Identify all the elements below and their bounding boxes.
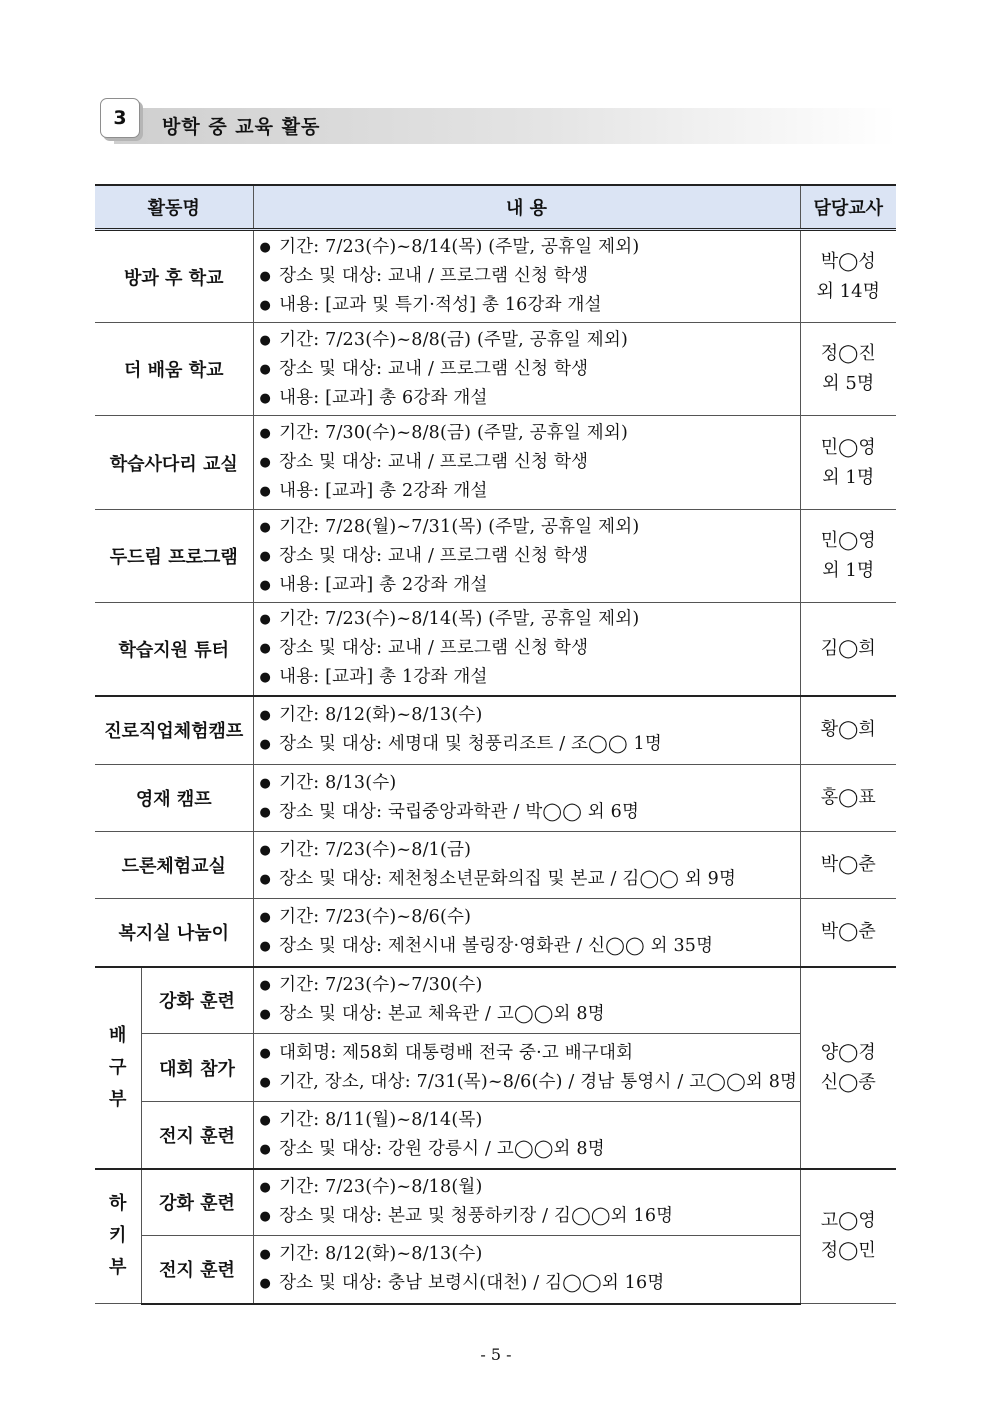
group-name-char: 하 [109,1193,127,1215]
table-row [95,967,896,1034]
table-row [95,832,896,899]
content-line [260,355,800,384]
table-row [95,1102,896,1169]
sub-activity-name: 강화 훈련 [141,967,253,1034]
content-text: 내용: [교과] 총 2강좌 개설 [279,481,488,501]
section-number-box: 3 [100,98,140,138]
content-line [260,701,800,730]
table-row [95,230,896,323]
content-cell [253,899,800,967]
content-text: 장소 및 대상: 교내 / 프로그램 신청 학생 [279,638,589,659]
activity-name: 복지실 나눔이 [95,899,253,967]
page-number: - 5 - [480,1345,512,1364]
teacher-name: 정◯진 [820,343,876,364]
content-text: 장소 및 대상: 본교 체육관 / 고◯◯외 8명 [279,1004,605,1025]
bullet-icon: ● [259,1141,272,1157]
content-line [260,1202,800,1231]
content-text: 기간: 7/23(수)~8/14(목) (주말, 공휴일 제외) [279,609,640,630]
content-text: 대회명: 제58회 대통령배 전국 중·고 배구대회 [279,1042,634,1063]
content-text: 내용: [교과] 총 1강좌 개설 [279,667,488,688]
content-line [260,663,800,692]
activity-table [95,184,896,1305]
content-text: 장소 및 대상: 제천청소년문화의집 및 본교 / 김◯◯ 외 9명 [279,869,737,889]
content-line [260,1135,800,1164]
group-name-char: 키 [109,1225,127,1247]
content-text: 기간: 8/12(화)~8/13(수) [279,1244,483,1265]
teacher-cell [800,967,896,1169]
activity-name: 영재 캠프 [95,765,253,832]
group-name [95,967,141,1169]
content-line [260,605,800,634]
teacher-name: 민◯영 [820,436,876,458]
group-name-char: 부 [109,1088,127,1110]
header-activity: 활동명 [95,185,253,230]
bullet-icon: ● [259,1112,272,1128]
teacher-name: 양◯경 [820,1041,876,1063]
bullet-icon: ● [259,1276,272,1292]
content-text: 기간: 7/23(수)~7/30(수) [279,975,483,996]
bullet-icon: ● [259,390,272,406]
bullet-icon: ● [259,910,272,926]
table-row [95,765,896,832]
content-line [260,419,800,448]
bullet-icon: ● [259,426,272,441]
group-name-char: 구 [109,1056,127,1078]
content-text: 기간: 7/23(수)~8/18(월) [279,1177,483,1198]
bullet-icon: ● [259,548,272,564]
bullet-icon: ● [259,776,272,791]
table-row [95,603,896,696]
content-text: 기간: 8/11(월)~8/14(목) [279,1109,483,1130]
content-line [260,798,800,827]
bullet-icon: ● [259,484,272,499]
content-line [260,836,800,865]
bullet-icon: ● [259,1180,272,1196]
bullet-icon: ● [259,641,272,657]
teacher-name: 민◯영 [820,530,876,551]
bullet-icon: ● [259,708,272,724]
table-row [95,323,896,416]
bullet-icon: ● [259,269,272,284]
content-text: 장소 및 대상: 교내 / 프로그램 신청 학생 [279,545,589,566]
teacher-cell [800,899,896,967]
bullet-icon: ● [259,332,272,348]
content-line [260,1269,800,1298]
content-line [260,1106,800,1135]
bullet-icon: ● [259,612,272,628]
activity-name: 진로직업체험캠프 [95,696,253,765]
header-content: 내 용 [253,185,800,230]
content-line [260,233,800,262]
bullet-icon: ● [259,1045,272,1061]
content-cell [253,1169,800,1236]
teacher-name: 정◯민 [820,1240,876,1262]
content-text: 기간, 장소, 대상: 7/31(목)~8/6(수) / 경남 통영시 / 고◯◯외 8명 [279,1071,798,1092]
content-line [260,1039,800,1068]
teacher-name: 박◯춘 [820,854,876,875]
content-cell [253,323,800,416]
content-line [260,634,800,663]
bullet-icon: ● [259,1209,272,1225]
bullet-icon: ● [259,240,272,255]
content-line [260,448,800,477]
bullet-icon: ● [259,1247,272,1263]
content-text: 장소 및 대상: 제천시내 볼링장·영화관 / 신◯◯ 외 35명 [279,936,714,957]
activity-name: 학습지원 튜터 [95,603,253,696]
table-row [95,1034,896,1102]
bullet-icon: ● [259,455,272,470]
activity-name: 방과 후 학교 [95,230,253,323]
teacher-cell [800,603,896,696]
content-line [260,903,800,932]
sub-activity-name: 전지 훈련 [141,1236,253,1304]
content-text: 장소 및 대상: 교내 / 프로그램 신청 학생 [279,358,589,379]
content-cell [253,832,800,899]
sub-activity-name: 대회 참가 [141,1034,253,1102]
teacher-cell [800,1169,896,1304]
bullet-icon: ● [259,737,272,753]
content-text: 내용: [교과 및 특기·적성] 총 16강좌 개설 [279,295,602,315]
content-line [260,865,800,894]
content-text: 기간: 7/23(수)~8/14(목) (주말, 공휴일 제외) [279,237,640,257]
content-cell [253,230,800,323]
activity-name: 두드림 프로그램 [95,510,253,603]
content-line [260,513,800,542]
content-text: 기간: 7/30(수)~8/8(금) (주말, 공휴일 제외) [279,423,629,443]
content-text: 기간: 8/13(수) [279,773,397,793]
bullet-icon: ● [259,670,272,686]
table-row [95,510,896,603]
content-line [260,291,800,320]
sub-activity-name: 강화 훈련 [141,1169,253,1236]
bullet-icon: ● [259,939,272,955]
table-header-row [95,185,896,230]
section-title: 방학 중 교육 활동 [162,116,321,138]
bullet-icon: ● [259,872,272,887]
bullet-icon: ● [259,1074,272,1090]
content-line [260,1173,800,1202]
activity-name: 학습사다리 교실 [95,416,253,510]
content-line [260,932,800,961]
content-text: 내용: [교과] 총 2강좌 개설 [279,574,488,595]
content-text: 기간: 7/28(월)~7/31(목) (주말, 공휴일 제외) [279,516,640,537]
teacher-cell [800,510,896,603]
content-cell [253,1102,800,1169]
content-line [260,1000,800,1029]
sub-activity-name: 전지 훈련 [141,1102,253,1169]
teacher-name: 외 14명 [816,280,880,302]
content-cell [253,603,800,696]
content-line [260,971,800,1000]
teacher-name: 박◯춘 [820,921,876,943]
header-teacher: 담당교사 [800,185,896,230]
content-text: 기간: 7/23(수)~8/6(수) [279,907,472,928]
bullet-icon: ● [259,577,272,593]
content-cell [253,510,800,603]
bullet-icon: ● [259,1007,272,1023]
teacher-name: 박◯성 [820,250,876,272]
bullet-icon: ● [259,298,272,313]
teacher-name: 황◯희 [820,719,876,741]
teacher-cell [800,765,896,832]
content-text: 장소 및 대상: 강원 강릉시 / 고◯◯외 8명 [279,1138,605,1159]
bullet-icon: ● [259,361,272,377]
content-text: 기간: 7/23(수)~8/1(금) [279,840,472,860]
content-line [260,730,800,759]
table-row [95,416,896,510]
content-text: 장소 및 대상: 본교 및 청풍하키장 / 김◯◯외 16명 [279,1206,674,1227]
group-name-char: 배 [109,1024,127,1046]
content-text: 장소 및 대상: 세명대 및 청풍리조트 / 조◯◯ 1명 [279,734,662,755]
section-header [100,98,896,148]
bullet-icon: ● [259,805,272,820]
content-cell [253,967,800,1034]
content-text: 기간: 8/12(화)~8/13(수) [279,705,483,726]
content-line [260,384,800,413]
content-line [260,542,800,571]
content-cell [253,765,800,832]
content-line [260,326,800,355]
content-cell [253,416,800,510]
content-line [260,477,800,506]
content-text: 장소 및 대상: 충남 보령시(대천) / 김◯◯외 16명 [279,1273,665,1294]
teacher-cell [800,230,896,323]
group-name-char: 부 [109,1257,127,1279]
content-line [260,571,800,600]
bullet-icon: ● [259,978,272,994]
content-text: 장소 및 대상: 교내 / 프로그램 신청 학생 [279,266,589,286]
teacher-cell [800,832,896,899]
bullet-icon: ● [259,519,272,535]
activity-name: 더 배움 학교 [95,323,253,416]
content-text: 기간: 7/23(수)~8/8(금) (주말, 공휴일 제외) [279,329,629,350]
content-line [260,1240,800,1269]
teacher-name: 외 1명 [822,466,875,488]
content-cell [253,1034,800,1102]
group-name [95,1169,141,1304]
content-line [260,769,800,798]
teacher-name: 신◯종 [820,1071,876,1093]
content-cell [253,1236,800,1304]
teacher-name: 외 1명 [822,560,875,581]
content-line [260,262,800,291]
table-row [95,899,896,967]
content-cell [253,696,800,765]
activity-name: 드론체험교실 [95,832,253,899]
teacher-name: 고◯영 [820,1210,876,1232]
teacher-cell [800,323,896,416]
teacher-cell [800,416,896,510]
bullet-icon: ● [259,843,272,858]
content-line [260,1068,800,1097]
content-text: 내용: [교과] 총 6강좌 개설 [279,387,488,408]
table-row [95,696,896,765]
table-row [95,1236,896,1304]
content-text: 장소 및 대상: 국립중앙과학관 / 박◯◯ 외 6명 [279,802,640,822]
table-row [95,1169,896,1236]
teacher-cell [800,696,896,765]
teacher-name: 김◯희 [820,637,876,659]
content-text: 장소 및 대상: 교내 / 프로그램 신청 학생 [279,452,589,472]
teacher-name: 홍◯표 [820,787,876,808]
teacher-name: 외 5명 [822,373,875,394]
